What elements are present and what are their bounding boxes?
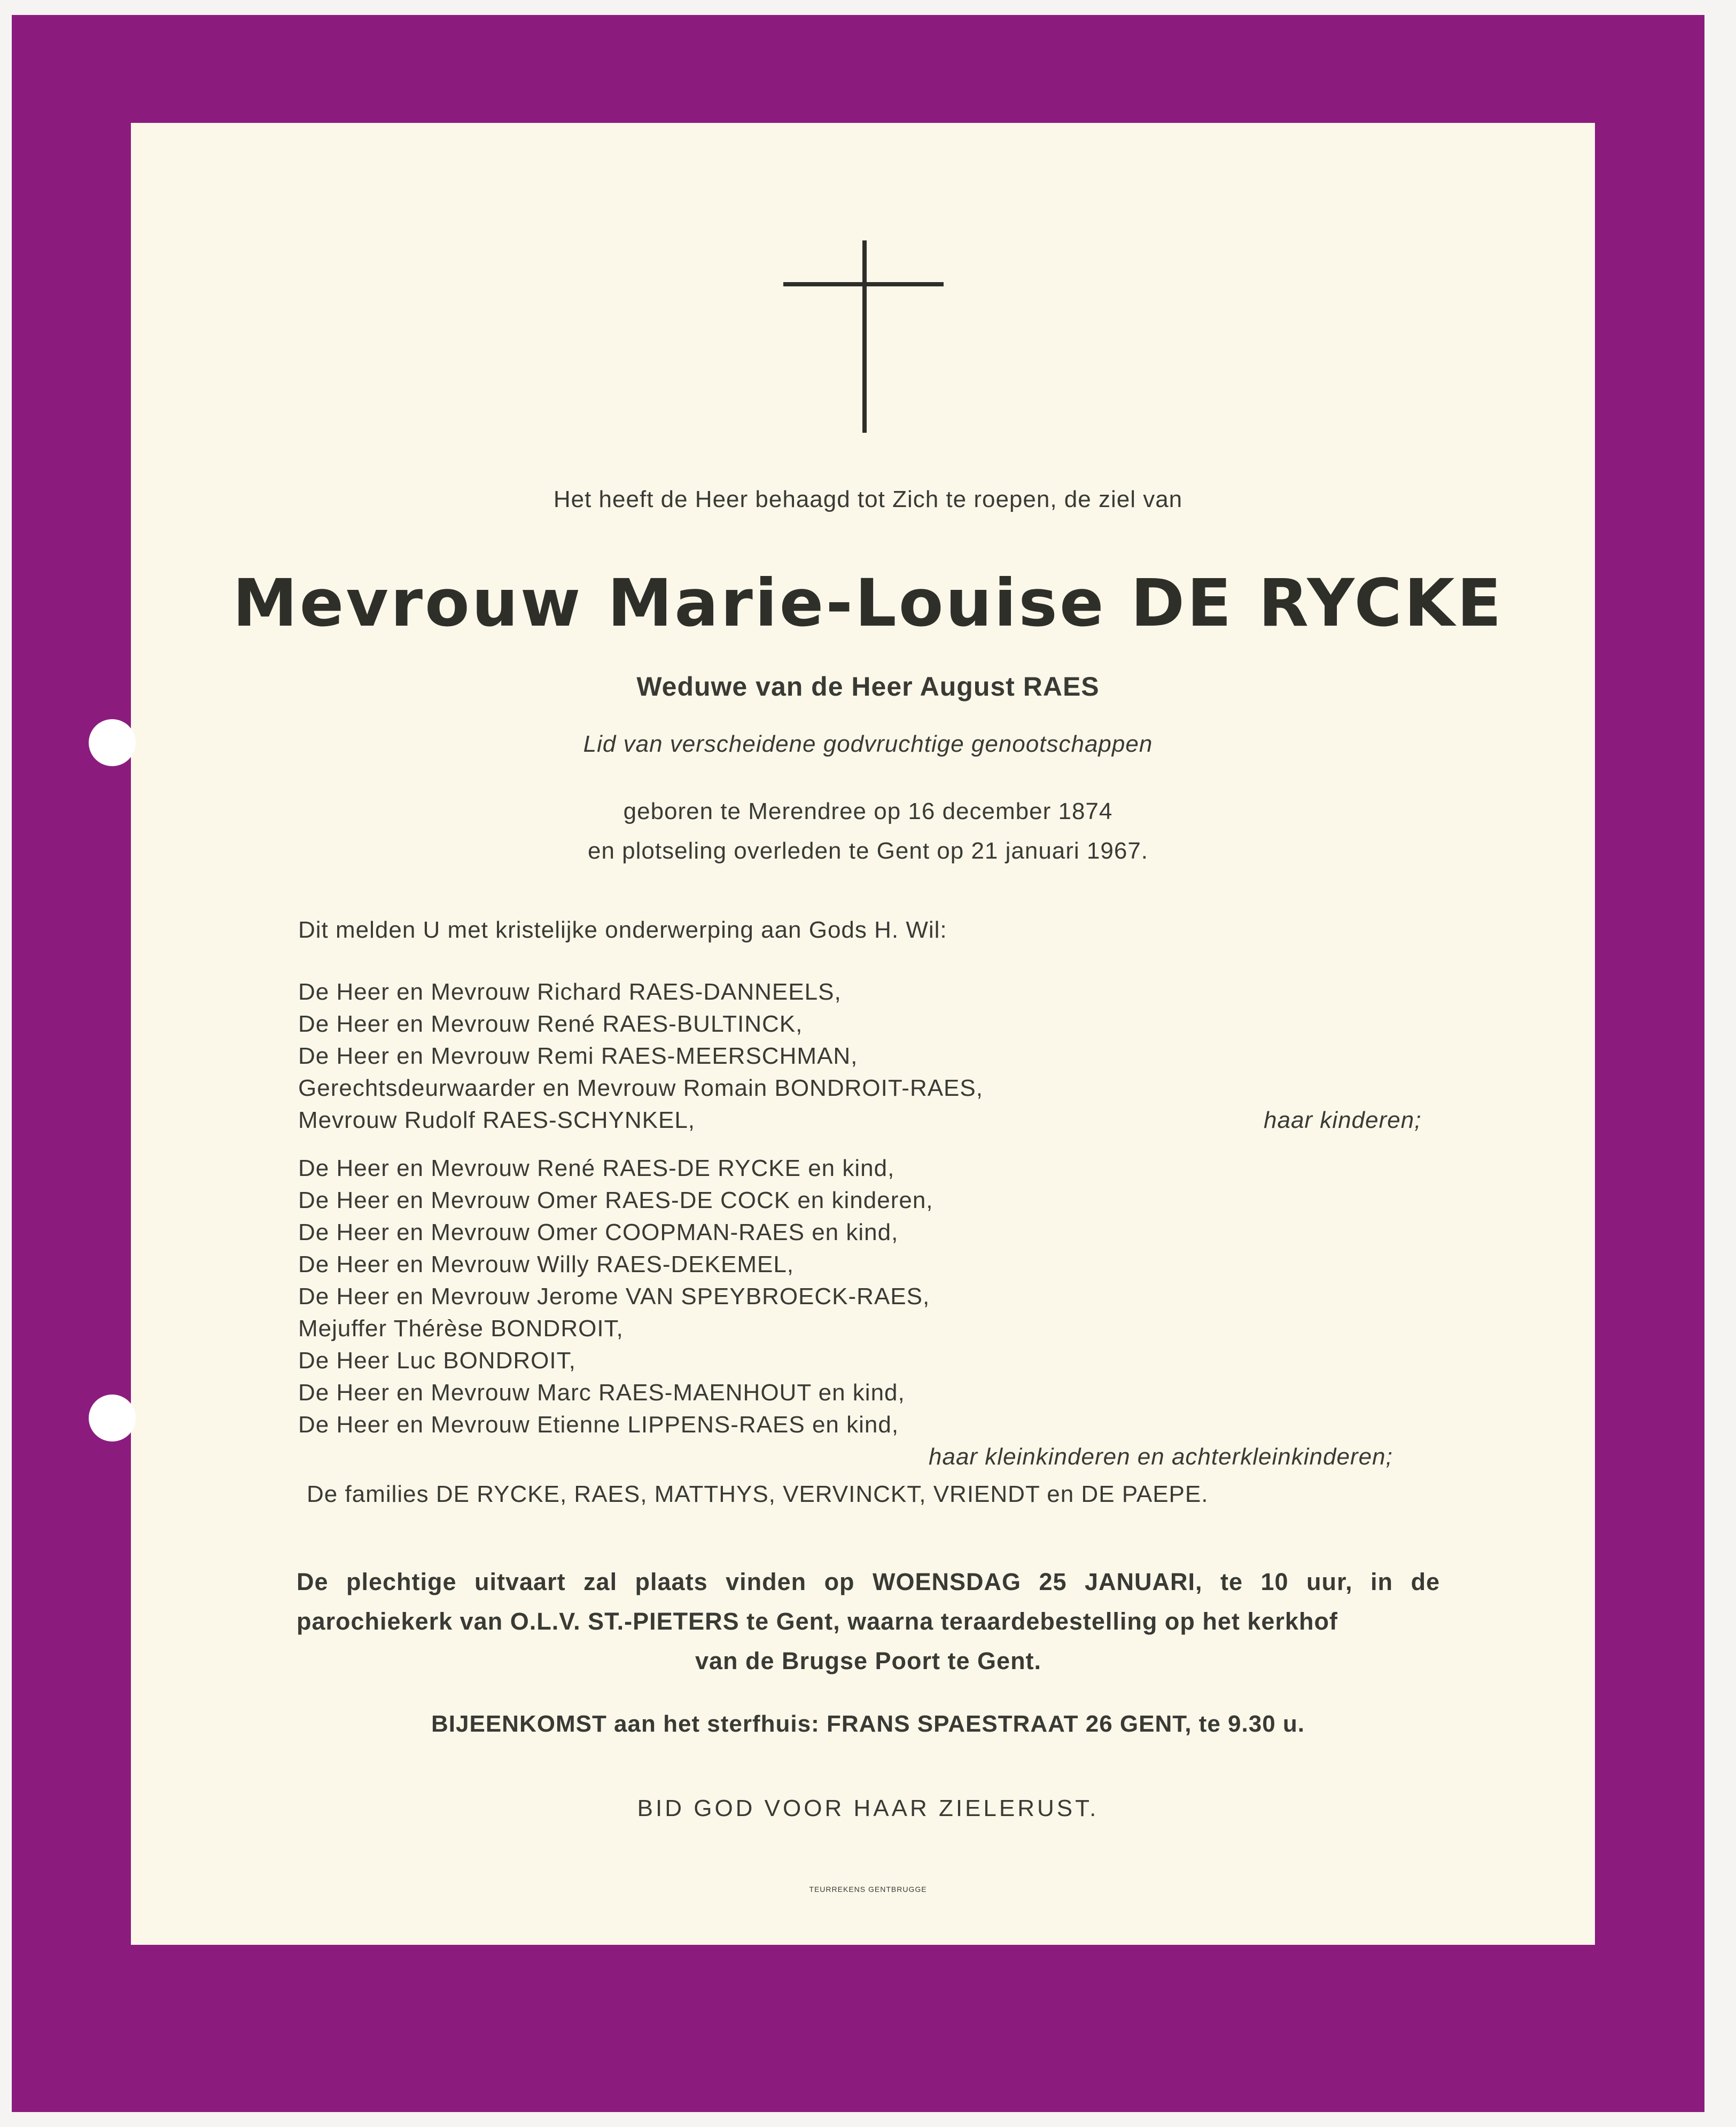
birth-line: geboren te Merendree op 16 december 1874 bbox=[623, 798, 1113, 824]
list-item: De Heer Luc BONDROIT, bbox=[298, 1347, 576, 1374]
funeral-text-last: van de Brugse Poort te Gent. bbox=[695, 1647, 1042, 1674]
list-item: De Heer en Mevrouw Omer COOPMAN-RAES en kind, bbox=[298, 1219, 899, 1245]
families-line: De families DE RYCKE, RAES, MATTHYS, VERVINCKT, VRIENDT en DE PAEPE. bbox=[307, 1481, 1209, 1507]
list-item: De Heer en Mevrouw Omer RAES-DE COCK en kinderen, bbox=[298, 1187, 933, 1213]
prayer-line: BID GOD VOOR HAAR ZIELERUST. bbox=[637, 1795, 1099, 1821]
list-item: Mejuffer Thérèse BONDROIT, bbox=[298, 1315, 624, 1342]
list-item: De Heer en Mevrouw Willy RAES-DEKEMEL, bbox=[298, 1251, 795, 1277]
punch-hole-bottom bbox=[89, 1394, 136, 1442]
list-item: Gerechtsdeurwaarder en Mevrouw Romain BONDROIT-RAES, bbox=[298, 1075, 983, 1101]
funeral-text: De plechtige uitvaart zal plaats vinden op WOENSDAG 25 JANUARI, te 10 uur, in de parochiekerk van O.L.V. ST.-PIETERS te Gent, waarna teraardebestelling op het kerkhof bbox=[297, 1568, 1440, 1635]
list-item: De Heer en Mevrouw René RAES-BULTINCK, bbox=[298, 1011, 803, 1037]
list-item: Mevrouw Rudolf RAES-SCHYNKEL, bbox=[298, 1107, 696, 1133]
announcement-line: Dit melden U met kristelijke onderwerping aan Gods H. Wil: bbox=[298, 917, 947, 943]
deceased-name: Mevrouw Marie-Louise DE RYCKE bbox=[232, 565, 1504, 641]
list-item: De Heer en Mevrouw Remi RAES-MEERSCHMAN, bbox=[298, 1043, 858, 1069]
list-item: De Heer en Mevrouw René RAES-DE RYCKE en kind, bbox=[298, 1155, 895, 1181]
list-item: De Heer en Mevrouw Jerome VAN SPEYBROECK-RAES, bbox=[298, 1283, 930, 1310]
gathering-line: BIJEENKOMST aan het sterfhuis: FRANS SPAESTRAAT 26 GENT, te 9.30 u. bbox=[431, 1711, 1305, 1737]
death-line: en plotseling overleden te Gent op 21 januari 1967. bbox=[587, 838, 1149, 864]
invocation-line: Het heeft de Heer behaagd tot Zich te roepen, de ziel van bbox=[553, 486, 1183, 512]
membership-line: Lid van verscheidene godvruchtige genootschappen bbox=[583, 731, 1153, 757]
children-label: haar kinderen; bbox=[1264, 1107, 1422, 1133]
list-item: De Heer en Mevrouw Richard RAES-DANNEELS, bbox=[298, 979, 842, 1005]
list-item: De Heer en Mevrouw Etienne LIPPENS-RAES en kind, bbox=[298, 1412, 899, 1438]
widow-of-line: Weduwe van de Heer August RAES bbox=[636, 672, 1100, 702]
printer-mark: TEURREKENS GENTBRUGGE bbox=[809, 1885, 927, 1894]
grandchildren-label: haar kleinkinderen en achterkleinkinderen; bbox=[929, 1444, 1393, 1470]
list-item: De Heer en Mevrouw Marc RAES-MAENHOUT en kind, bbox=[298, 1380, 905, 1406]
cross-icon bbox=[783, 240, 944, 433]
funeral-paragraph bbox=[297, 1562, 1440, 1681]
